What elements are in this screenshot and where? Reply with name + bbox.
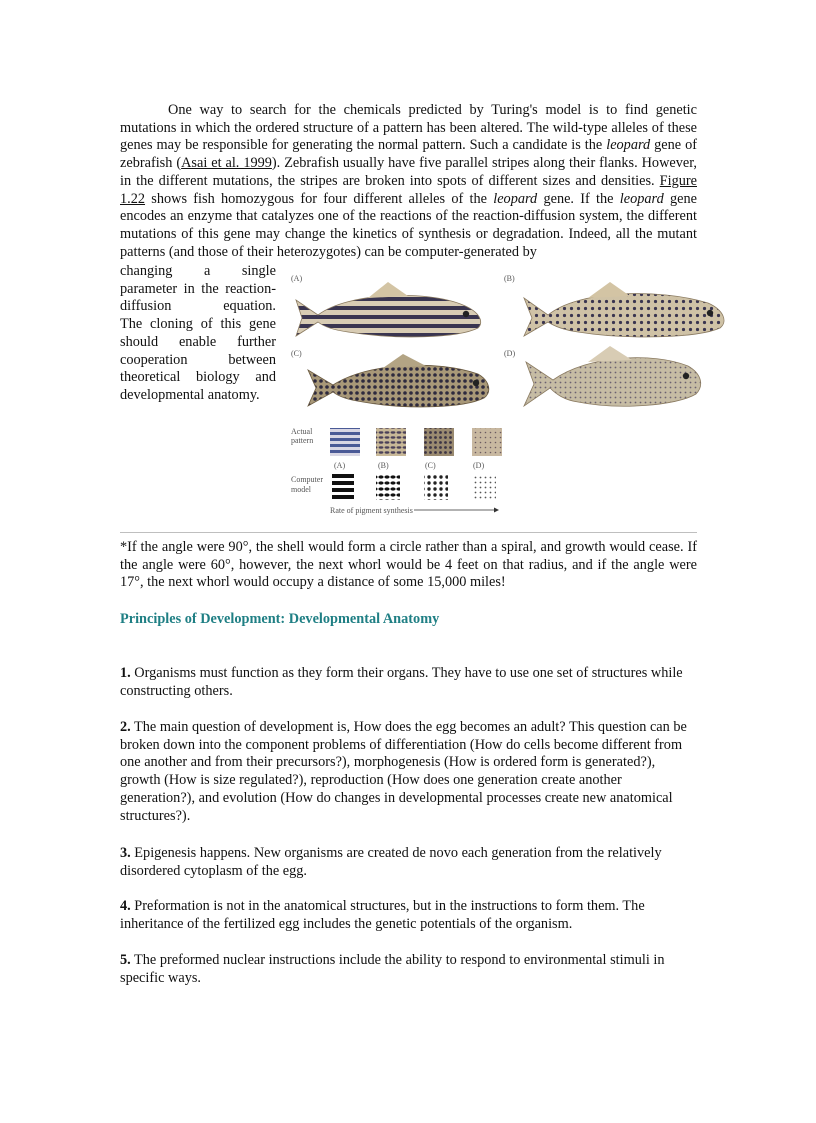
actual-swatch-b — [376, 428, 406, 456]
text-run: One way to search for the chemicals predicted by Turing's model is to find genetic mutations in which the ordered structure of a pattern has been altered. The wild-type alleles of these genes may be responsible for generating the normal pattern. Such a candidate is the — [120, 102, 697, 154]
principle-number: 1. — [120, 665, 131, 681]
fish-d — [524, 346, 701, 406]
text-run: gene. If the — [537, 190, 620, 207]
principle-number: 2. — [120, 719, 131, 735]
side-text — [120, 263, 276, 405]
principle-2 — [120, 719, 697, 825]
panel-label-d: (D) — [504, 349, 516, 358]
principle-3 — [120, 845, 697, 880]
computer-swatch-d — [472, 474, 496, 500]
text-run: ). Zebrafish usually have five parallel stripes along their flanks. However, in the different mutations, the stripes are broken into spots of different sizes and densities. — [120, 155, 697, 189]
actual-swatch-c — [424, 428, 454, 456]
computer-label-1: Computer — [291, 475, 323, 484]
italic-leopard: leopard — [606, 137, 651, 154]
footnote: *If the angle were 90°, the shell would form a circle rather than a spiral, and growth would cease. If the angle were 60°, however, the next whorl would be 4 feet on that radius, and if the angle were 17°, the next whorl would occupy a distance of some 15,000 miles! — [120, 539, 697, 591]
principle-text: The preformed nuclear instructions include the ability to respond to environmental stimuli in specific ways. — [120, 952, 665, 986]
zebrafish-figure — [288, 270, 734, 528]
section-heading: Principles of Development: Developmental Anatomy — [120, 611, 440, 627]
italic-leopard: leopard — [619, 190, 664, 207]
principle-text: Epigenesis happens. New organisms are created de novo each generation from the relatively disordered cytoplasm of the egg. — [120, 845, 662, 879]
principle-5 — [120, 952, 697, 987]
actual-label-1: Actual — [291, 427, 313, 436]
text-run: gene encodes an enzyme that catalyzes one of the reactions of the reaction-diffusion system, the different mutations of this gene may change the kinetics of synthesis or degradation. Indeed, all the mutant patterns (and those of their heterozygotes) can be computer-generated by — [120, 190, 697, 260]
text-run: gene of zebrafish ( — [120, 137, 697, 172]
computer-label-2: model — [291, 485, 311, 494]
fish-c — [308, 354, 489, 407]
arrow-head-icon — [494, 508, 499, 513]
principle-text: The main question of development is, How does the egg becomes an adult? This question can be broken down into the component problems of differentiation (How do cells become different from one another and from their precursors?), morphogenesis (How is ordered form is generated?), growth (How is size regulated?), reproduction (How does one generation create another generation?), and evolution (How do changes in developmental processes create new anatomical structures?). — [120, 719, 687, 824]
panel-label-b: (B) — [504, 274, 515, 283]
computer-swatch-b — [376, 474, 400, 500]
italic-leopard: leopard — [493, 190, 538, 207]
computer-swatch-c — [424, 474, 448, 500]
principle-1 — [120, 665, 697, 700]
principle-number: 4. — [120, 898, 131, 914]
actual-label-b: (B) — [378, 461, 389, 470]
principle-text: Organisms must function as they form their organs. They have to use one set of structures while constructing others. — [120, 665, 683, 699]
panel-label-a: (A) — [291, 274, 303, 283]
computer-swatch-a — [332, 474, 354, 499]
actual-swatch-a — [330, 428, 360, 456]
fish-b — [524, 282, 724, 337]
divider — [120, 532, 697, 533]
principle-number: 3. — [120, 845, 131, 861]
actual-label-d: (D) — [473, 461, 485, 470]
actual-label-2: pattern — [291, 436, 314, 445]
side-text-1: changing a single parameter in the reaction-diffusion equation. — [120, 263, 276, 315]
principle-number: 5. — [120, 952, 131, 968]
intro-paragraph — [120, 102, 697, 261]
principle-4 — [120, 898, 697, 933]
fish-a — [296, 282, 481, 337]
text-run: shows fish homozygous for four different alleles of the — [145, 190, 494, 207]
figure-link[interactable]: Figure 1.22 — [120, 172, 697, 207]
side-text-2: The cloning of this gene should enable further cooperation between theoretical biology and developmental anatomy. — [120, 316, 276, 403]
panel-label-c: (C) — [291, 349, 302, 358]
actual-label-a: (A) — [334, 461, 346, 470]
actual-label-c: (C) — [425, 461, 436, 470]
principle-text: Preformation is not in the anatomical structures, but in the instructions to form them. The inheritance of the fertilized egg includes the genetic potentials of the organism. — [120, 898, 645, 932]
reference-link[interactable]: Asai et al. 1999 — [181, 155, 272, 172]
rate-label: Rate of pigment synthesis — [330, 506, 413, 515]
actual-swatch-d — [472, 428, 502, 456]
